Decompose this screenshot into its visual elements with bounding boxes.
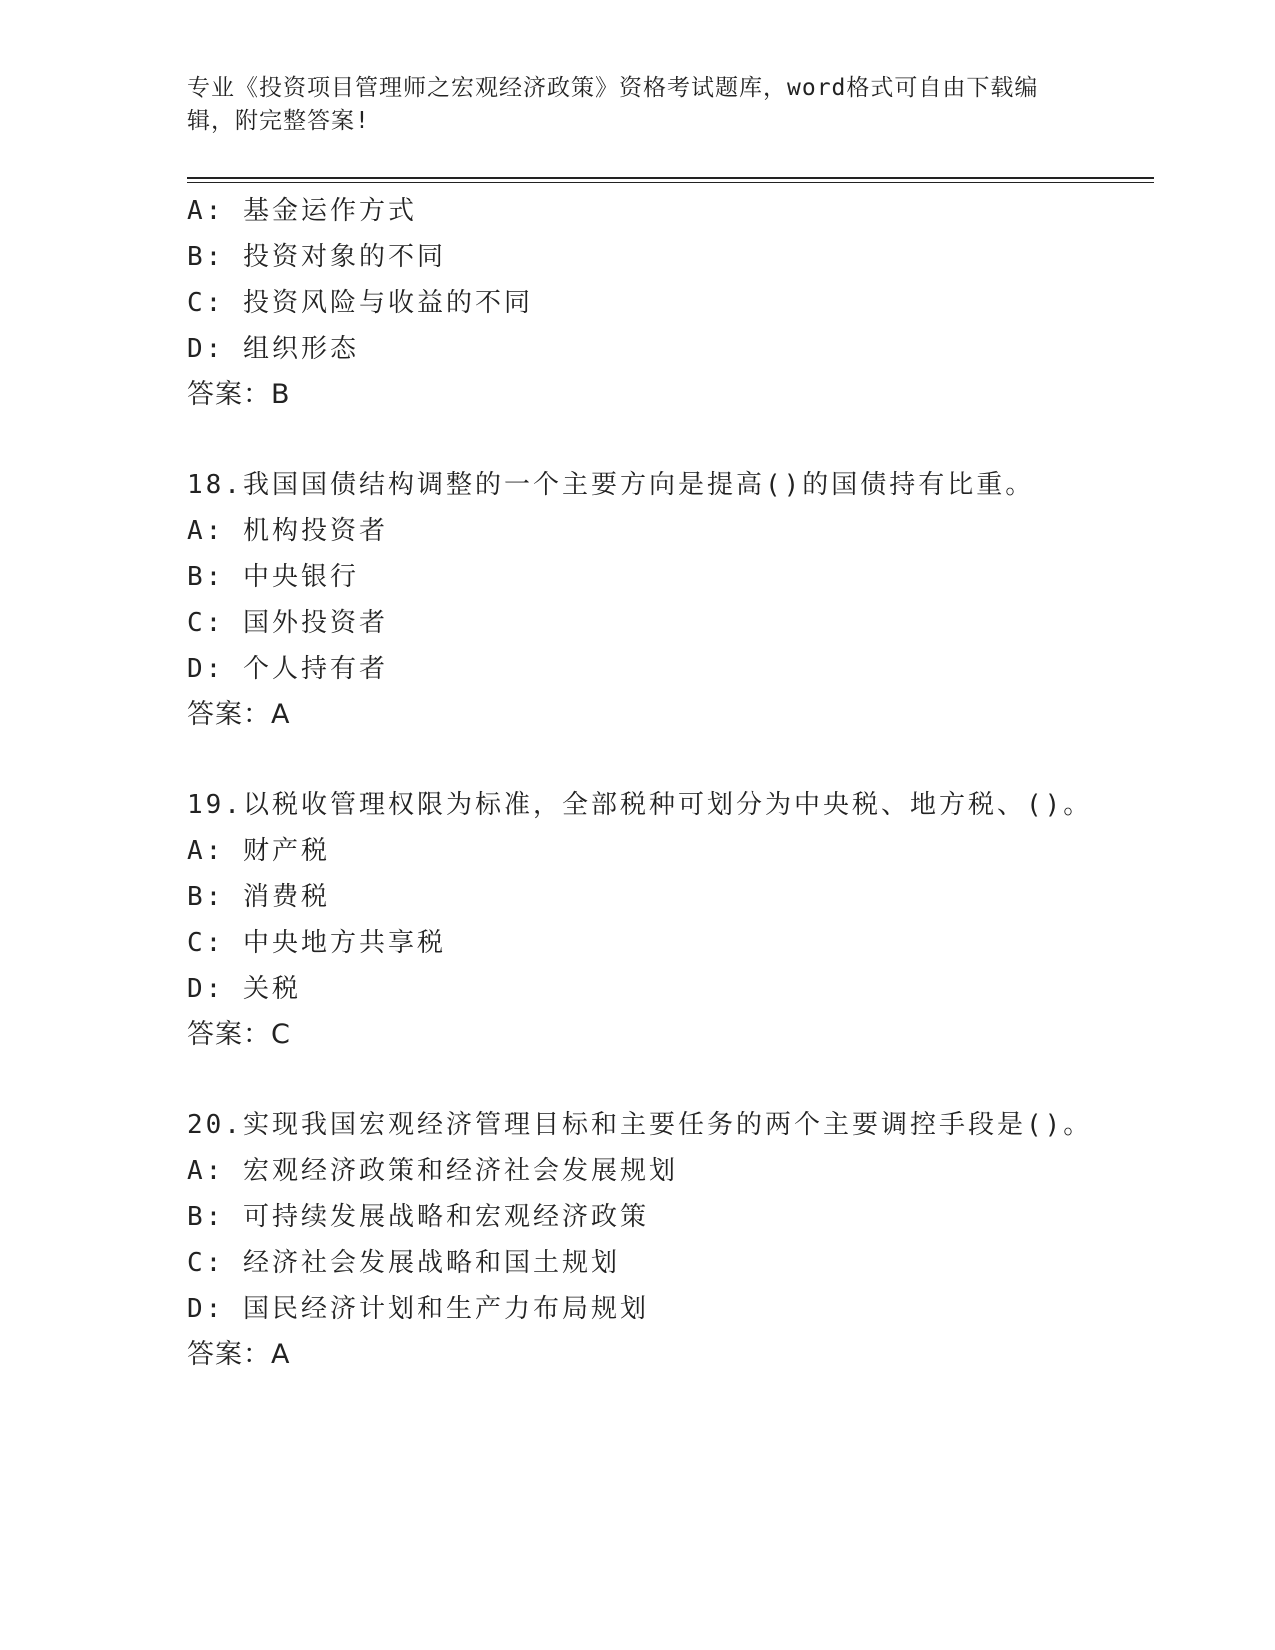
question-stem: 18.我国国债结构调整的一个主要方向是提高()的国债持有比重。 bbox=[187, 470, 1035, 500]
option-a: A: 财产税 bbox=[187, 836, 330, 866]
answer-line: 答案：C bbox=[187, 1019, 291, 1050]
option-d: D: 关税 bbox=[187, 974, 301, 1004]
spacer bbox=[187, 1058, 1154, 1102]
option-c: C: 国外投资者 bbox=[187, 608, 388, 638]
option-c: C: 经济社会发展战略和国土规划 bbox=[187, 1248, 620, 1278]
answer-line: 答案：A bbox=[187, 1339, 291, 1370]
header-rule-thick bbox=[187, 177, 1154, 179]
answer-line: 答案：A bbox=[187, 699, 291, 730]
document-header: 专业《投资项目管理师之宏观经济政策》资格考试题库，word格式可自由下载编辑，附完整答案! bbox=[187, 75, 1039, 134]
spacer bbox=[187, 418, 1154, 462]
option-a: A: 宏观经济政策和经济社会发展规划 bbox=[187, 1156, 678, 1186]
option-b: B: 投资对象的不同 bbox=[187, 242, 446, 272]
question-block-19 bbox=[187, 782, 1154, 1058]
option-d: D: 组织形态 bbox=[187, 334, 359, 364]
question-block-20 bbox=[187, 1102, 1154, 1378]
question-stem: 20.实现我国宏观经济管理目标和主要任务的两个主要调控手段是()。 bbox=[187, 1110, 1093, 1140]
question-block-18 bbox=[187, 462, 1154, 738]
option-c: C: 中央地方共享税 bbox=[187, 928, 446, 958]
spacer bbox=[187, 738, 1154, 782]
header-rule-thin bbox=[187, 182, 1154, 183]
option-b: B: 可持续发展战略和宏观经济政策 bbox=[187, 1202, 649, 1232]
question-block-17 bbox=[187, 188, 1154, 418]
option-a: A: 基金运作方式 bbox=[187, 196, 417, 226]
option-b: B: 中央银行 bbox=[187, 562, 359, 592]
question-stem: 19.以税收管理权限为标准，全部税种可划分为中央税、地方税、()。 bbox=[187, 790, 1093, 820]
answer-line: 答案：B bbox=[187, 379, 291, 410]
option-a: A: 机构投资者 bbox=[187, 516, 388, 546]
option-b: B: 消费税 bbox=[187, 882, 330, 912]
question-list bbox=[187, 188, 1154, 1378]
option-c: C: 投资风险与收益的不同 bbox=[187, 288, 533, 318]
option-d: D: 国民经济计划和生产力布局规划 bbox=[187, 1294, 649, 1324]
option-d: D: 个人持有者 bbox=[187, 654, 388, 684]
